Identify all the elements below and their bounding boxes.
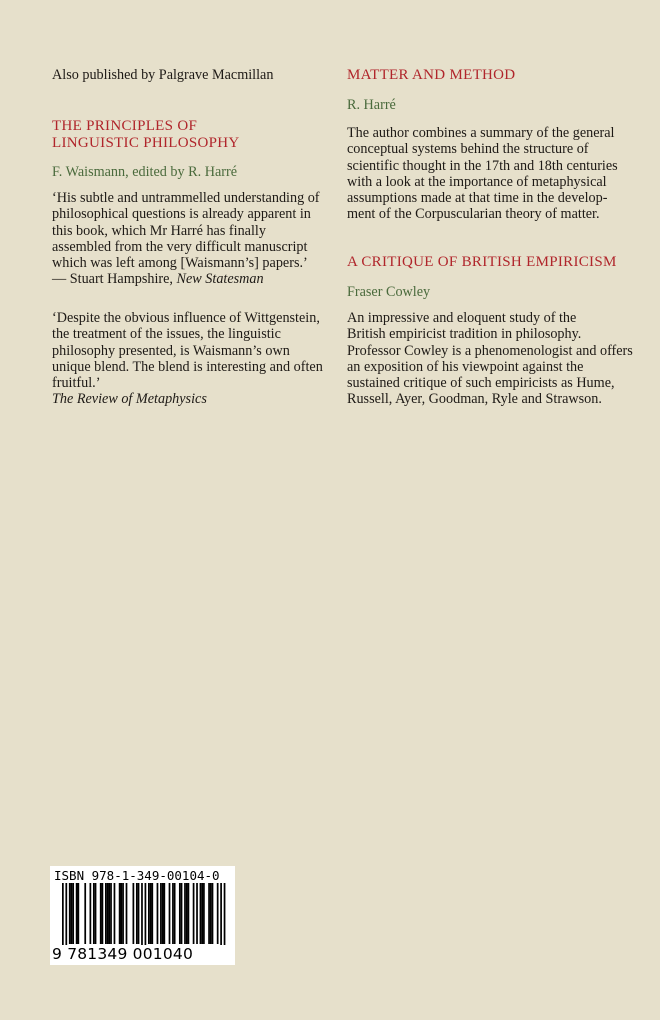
barcode-bar (76, 883, 78, 944)
isbn-label: ISBN 978-1-349-00104-0 (54, 868, 220, 883)
book1-author: F. Waismann, edited by R. Harré (52, 164, 238, 180)
barcode-bar (102, 883, 104, 944)
barcode-bar (200, 883, 202, 944)
also-published-line: Also published by Palgrave Macmillan (52, 67, 274, 83)
desc-line: The author combines a summary of the general (347, 125, 615, 141)
barcode-bar (203, 883, 205, 944)
book1-quote1 (52, 190, 327, 288)
quote-line: philosophy presented, is Waismann’s own (52, 342, 290, 359)
barcode-bar (105, 883, 107, 944)
book1-title (52, 118, 327, 152)
barcode-bar (220, 883, 222, 945)
barcode-bar (107, 883, 109, 944)
barcode-bar (114, 883, 116, 944)
quote-line: ‘His subtle and untrammelled understanding of (52, 190, 320, 206)
barcode-bar (174, 883, 176, 944)
barcode-bar (108, 883, 110, 944)
barcode-bar (151, 883, 153, 944)
barcode-bar (224, 883, 226, 945)
barcode-bar (69, 883, 71, 944)
quote-line: fruitful.’ (52, 375, 101, 392)
barcode-bar (217, 883, 219, 944)
barcode-bar (208, 883, 210, 944)
barcode-bar (196, 883, 198, 944)
barcode-bar (122, 883, 124, 944)
quote-line: this book, which Mr Harré has finally (52, 222, 266, 239)
barcode-bar (193, 883, 195, 944)
desc-line: Russell, Ayer, Goodman, Ryle and Strawson. (347, 391, 602, 408)
desc-line: sustained critique of such empiricists as Hume, (347, 375, 615, 392)
book1-title-line: THE PRINCIPLES OF (52, 118, 198, 134)
barcode-digits: 9 781349 001040 (52, 945, 194, 963)
barcode-bar (163, 883, 165, 944)
barcode-bar (188, 883, 190, 944)
attribution-source: The Review of Metaphysics (52, 391, 207, 408)
book2-author: R. Harré (347, 97, 396, 113)
desc-line: British empiricist tradition in philosophy. (347, 326, 582, 343)
barcode-bar (201, 883, 203, 944)
barcode-bar (186, 883, 188, 944)
quote-line: philosophical questions is already apparent in (52, 206, 311, 223)
barcode-bar (95, 883, 97, 944)
barcode-bar (120, 883, 122, 944)
barcode-bar (169, 883, 171, 944)
quote-line: ‘Despite the obvious influence of Wittgenstein, (52, 310, 320, 326)
barcode-bar (179, 883, 181, 944)
attribution-prefix: — Stuart Hampshire, (52, 271, 177, 288)
barcode-bar (150, 883, 152, 944)
quote-line: assembled from the very difficult manuscript (52, 238, 308, 255)
desc-line: assumptions made at that time in the develop- (347, 190, 608, 207)
barcode-bar (145, 883, 147, 945)
book1-quote2 (52, 310, 327, 408)
quote-line: unique blend. The blend is interesting and often (52, 358, 323, 375)
barcode-bar (93, 883, 95, 944)
desc-line: conceptual systems behind the structure of (347, 141, 589, 158)
quote-line: the treatment of the issues, the linguistic (52, 326, 281, 343)
barcode-bar (136, 883, 138, 944)
barcode-bar (72, 883, 74, 944)
quote1-attribution (52, 271, 327, 287)
barcode-bar (138, 883, 140, 944)
desc-line: Professor Cowley is a phenomenologist and offers (347, 342, 633, 359)
barcode-bar (184, 883, 186, 944)
book3-author: Fraser Cowley (347, 284, 431, 300)
barcode-bar (84, 883, 86, 944)
book3-title: A CRITIQUE OF BRITISH EMPIRICISM (347, 254, 617, 270)
quote-line: which was left among [Waismann’s] papers.’ (52, 255, 308, 272)
desc-line: with a look at the importance of metaphysical (347, 173, 607, 190)
barcode-bar (65, 883, 67, 945)
barcode-bar (77, 883, 79, 944)
barcode-bar (62, 883, 64, 945)
barcode-bar (172, 883, 174, 944)
barcode-bar (181, 883, 183, 944)
barcode-bar (212, 883, 214, 944)
quote2-attribution (52, 391, 327, 407)
isbn-barcode (50, 866, 235, 965)
barcode-bar (100, 883, 102, 944)
book1-title-line: LINGUISTIC PHILOSOPHY (52, 135, 240, 151)
barcode-bar (157, 883, 159, 944)
barcode-bar (210, 883, 212, 944)
barcode-bar (110, 883, 112, 944)
barcode-bar (71, 883, 73, 944)
desc-line: ment of the Corpuscularian theory of matter. (347, 206, 600, 223)
book2-description (347, 125, 629, 223)
barcode-bar (119, 883, 121, 944)
book3-description (347, 310, 633, 408)
attribution-source: New Statesman (176, 271, 264, 288)
book2-title: MATTER AND METHOD (347, 67, 516, 83)
barcode-bar (141, 883, 143, 945)
barcode-bars (50, 883, 235, 945)
desc-line: an exposition of his viewpoint against the (347, 358, 584, 375)
barcode-bar (90, 883, 92, 944)
desc-line: An impressive and eloquent study of the (347, 310, 577, 326)
barcode-bar (133, 883, 135, 944)
barcode-bar (160, 883, 162, 944)
barcode-bar (162, 883, 164, 944)
desc-line: scientific thought in the 17th and 18th centuries (347, 157, 618, 174)
barcode-bar (148, 883, 150, 944)
barcode-bar (126, 883, 128, 944)
